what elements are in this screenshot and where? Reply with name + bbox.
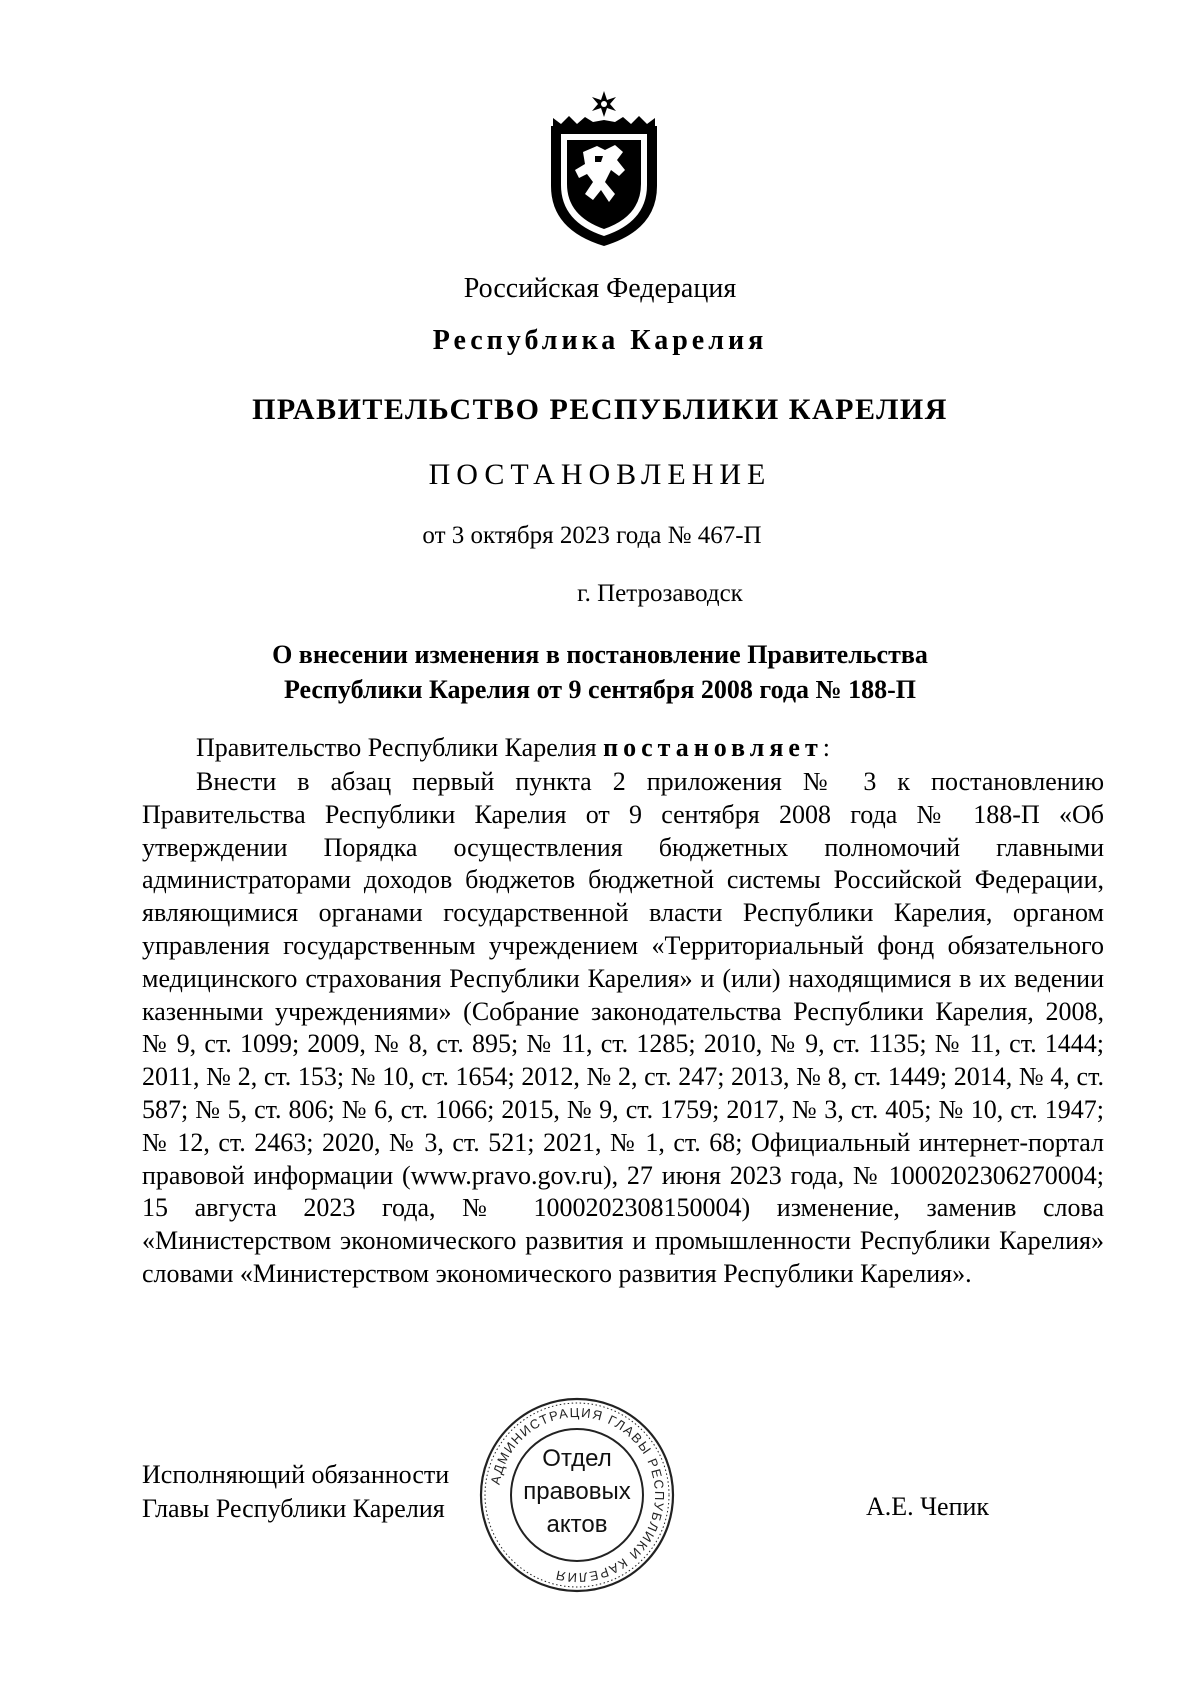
coat-of-arms-icon <box>545 90 663 248</box>
document-city: г. Петрозаводск <box>577 580 743 607</box>
stamp-text-line-2: правовых <box>523 1478 631 1505</box>
signatory-position-line-1: Исполняющий обязанности <box>142 1460 450 1489</box>
preamble-end: : <box>822 733 830 762</box>
stamp-text-line-1: Отдел <box>542 1445 612 1472</box>
document-type: ПОСТАНОВЛЕНИЕ <box>428 458 772 491</box>
preamble-start: Правительство Республики Карелия <box>196 733 604 762</box>
stamp-ring-text: АДМИНИСТРАЦИЯ ГЛАВЫ РЕСПУБЛИКИ КАРЕЛИЯ <box>487 1404 668 1586</box>
signatory-name: А.Е. Чепик <box>866 1492 990 1521</box>
document-date-number: от 3 октября 2023 года № 467-П <box>422 522 762 549</box>
official-stamp <box>477 1395 677 1595</box>
body-paragraph: Внести в абзац первый пункта 2 приложения № 3 к постановлению Правительства Республики Карелия от 9 сентября 2008 года № 188-П «Об утверждении Порядка осуществления бюджетных полномочий главными администраторами доходов бюджетов бюджетной системы Российской Федерации, являющимися органами государственной власти Республики Карелия, органом управления государственным учреждением «Территориальный фонд обязательного медицинского страхования Республики Карелия» и (или) находящимися в их ведении казенными учреждениями» (Собрание законодательства Республики Карелия, 2008, № 9, ст. 1099; 2009, № 8, ст. 895; № 11, ст. 1285; 2010, № 9, ст. 1135; № 11, ст. 1444; 2011, № 2, ст. 153; № 10, ст. 1654; 2012, № 2, ст. 247; 2013, № 8, ст. 1449; 2014, № 4, ст. 587; № 5, ст. 806; № 6, ст. 1066; 2015, № 9, ст. 1759; 2017, № 3, ст. 405; № 10, ст. 1947; № 12, ст. 2463; 2020, № 3, ст. 521; 2021, № 1, ст. 68; Официальный интернет-портал правовой информации (www.pravo.gov.ru), 27 июня 2023 года, № 1000202306270004; 15 августа 2023 года, № 1000202308150004) изменение, заменив слова «Министерством экономического развития и промышленности Республики Карелия» словами «Министерством экономического развития Республики Карелия». <box>142 767 1104 1288</box>
preamble-resolves: постановляет <box>603 733 823 762</box>
government-name: ПРАВИТЕЛЬСТВО РЕСПУБЛИКИ КАРЕЛИЯ <box>252 393 948 426</box>
republic-name: Республика Карелия <box>432 325 768 356</box>
preamble <box>196 733 830 763</box>
signatory-position-line-2: Главы Республики Карелия <box>142 1494 445 1523</box>
signatory-position <box>142 1458 449 1526</box>
stamp-text-line-3: актов <box>546 1511 608 1538</box>
document-title-line-2: Республики Карелия от 9 сентября 2008 года № 188-П <box>284 675 916 704</box>
document-title-line-1: О внесении изменения в постановление Правительства <box>272 640 928 669</box>
country-name: Российская Федерация <box>463 273 737 304</box>
